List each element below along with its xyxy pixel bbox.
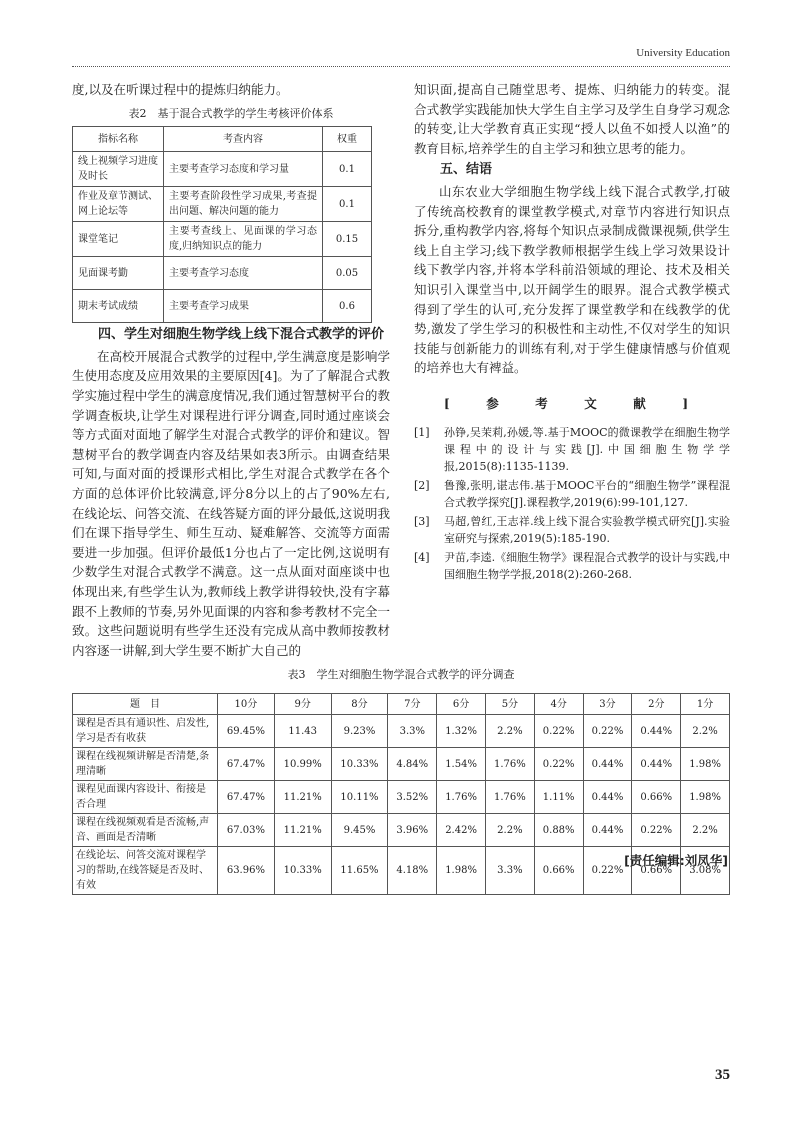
table3-value-cell: 67.03% (218, 814, 275, 847)
table3-value-cell: 1.11% (534, 781, 583, 814)
table3-value-cell: 1.98% (681, 781, 730, 814)
table3-question-cell: 课程在线视频讲解是否清楚,条理清晰 (73, 748, 218, 781)
table3-header: 8分 (331, 694, 388, 715)
table3-value-cell: 2.2% (681, 814, 730, 847)
table2-row (73, 257, 372, 290)
reference-item (414, 549, 730, 583)
reference-item (414, 513, 730, 547)
reference-number: [1] (414, 425, 430, 439)
table2-cell: 线上视频学习进度及时长 (73, 152, 164, 187)
table2-cell: 见面课考勤 (73, 257, 164, 290)
reference-text: 孙铮,吴茉莉,孙媛,等.基于MOOC的微课教学在细胞生物学课程中的设计与实践[J].中国细胞生物学学报,2015(8):1135-1139. (444, 425, 730, 473)
table3-value-cell: 1.54% (437, 748, 486, 781)
reference-item (414, 477, 730, 511)
table3-value-cell: 0.66% (632, 847, 681, 895)
table3-value-cell: 0.88% (534, 814, 583, 847)
responsible-editor: [责任编辑:刘凤华] (624, 853, 728, 868)
table2-cell: 0.1 (323, 187, 372, 222)
reference-text: 尹苗,李逵.《细胞生物学》课程混合式教学的设计与实践,中国细胞生物学学报,2018(2):260-268. (444, 550, 730, 581)
table2-header-row (73, 127, 372, 152)
table3-value-cell: 3.08% (681, 847, 730, 895)
table2 (72, 126, 372, 323)
table3-header: 4分 (534, 694, 583, 715)
table2-cell: 0.05 (323, 257, 372, 290)
section4-heading: 四、学生对细胞生物学线上线下混合式教学的评价 (98, 327, 385, 343)
table2-row (73, 222, 372, 257)
table3-value-cell: 1.76% (437, 781, 486, 814)
table2-header: 权重 (323, 127, 372, 152)
table3-value-cell: 3.96% (388, 814, 437, 847)
table3-header-row (73, 694, 730, 715)
table3-value-cell: 2.42% (437, 814, 486, 847)
running-header (72, 44, 730, 67)
table3-value-cell: 63.96% (218, 847, 275, 895)
table3-value-cell: 1.76% (485, 781, 534, 814)
table3-value-cell: 11.21% (274, 814, 331, 847)
table3-value-cell: 10.99% (274, 748, 331, 781)
table3-header: 5分 (485, 694, 534, 715)
journal-name: University Education (636, 47, 730, 59)
table3-value-cell: 0.22% (632, 814, 681, 847)
table3-value-cell: 4.18% (388, 847, 437, 895)
reference-item (414, 424, 730, 475)
reference-number: [3] (414, 514, 430, 528)
table3-header: 10分 (218, 694, 275, 715)
table3-value-cell: 0.66% (632, 781, 681, 814)
table3-row (73, 781, 730, 814)
table3-value-cell: 1.32% (437, 715, 486, 748)
table2-row (73, 152, 372, 187)
table3-question-cell: 课程在线视频观看是否流畅,声音、画面是否清晰 (73, 814, 218, 847)
table2-cell: 主要考查学习成果 (164, 290, 323, 323)
table2-cell: 0.15 (323, 222, 372, 257)
table3-value-cell: 3.3% (485, 847, 534, 895)
table2-cell: 0.6 (323, 290, 372, 323)
reference-number: [4] (414, 550, 430, 564)
table3-row (73, 748, 730, 781)
table2-cell: 课堂笔记 (73, 222, 164, 257)
table3-question-cell: 课程见面课内容设计、衔接是否合理 (73, 781, 218, 814)
table2-cell: 0.1 (323, 152, 372, 187)
table3-row (73, 814, 730, 847)
section5-heading: 五、结语 (440, 162, 493, 178)
table3-value-cell: 69.45% (218, 715, 275, 748)
table2-cell: 期末考试成绩 (73, 290, 164, 323)
table3-value-cell: 0.44% (583, 781, 632, 814)
table3-value-cell: 3.3% (388, 715, 437, 748)
table3-header: 3分 (583, 694, 632, 715)
table3-value-cell: 11.21% (274, 781, 331, 814)
table3-value-cell: 10.11% (331, 781, 388, 814)
table3-value-cell: 10.33% (331, 748, 388, 781)
table3-value-cell: 0.66% (534, 847, 583, 895)
table2-caption: 表2 基于混合式教学的学生考核评价体系 (128, 106, 334, 120)
table3-value-cell: 67.47% (218, 748, 275, 781)
table3-value-cell: 9.45% (331, 814, 388, 847)
table2-header: 考查内容 (164, 127, 323, 152)
references-title: [ 参 考 文 献 ] (443, 395, 701, 411)
table3-value-cell: 10.33% (274, 847, 331, 895)
table3-value-cell: 0.44% (632, 715, 681, 748)
left-column (72, 80, 390, 660)
table3-header: 6分 (437, 694, 486, 715)
table2-cell: 主要考查学习态度 (164, 257, 323, 290)
table3-caption: 表3 学生对细胞生物学混合式教学的评分调查 (287, 668, 515, 681)
table3-header: 1分 (681, 694, 730, 715)
table2-cell: 主要考查阶段性学习成果,考查提出问题、解决问题的能力 (164, 187, 323, 222)
table2-row (73, 187, 372, 222)
table3-value-cell: 0.44% (583, 814, 632, 847)
table3-value-cell: 0.22% (583, 847, 632, 895)
intro-text: 度,以及在听课过程中的提炼归纳能力。 (72, 82, 289, 97)
table3-value-cell: 0.44% (632, 748, 681, 781)
page-number: 35 (715, 1067, 730, 1083)
right-column (414, 80, 730, 585)
table3-header: 题 目 (73, 694, 218, 715)
table2-row (73, 290, 372, 323)
section4-paragraph: 在高校开展混合式教学的过程中,学生满意度是影响学生使用态度及应用效果的主要原因[4]。为了了解混合式教学实施过程中学生的满意度情况,我们通过智慧树平台的教学调查板块,让学生对课程进行评分调查,同时通过座谈会等方式面对面地了解学生对混合式教学的评价和建议。智慧树平台的教学调查内容及结果如表3所示。由调查结果可知,与面对面的授课形式相比,学生对混合式教学在各个方面的总体评价比较满意,评分8分以上的占了90%左右,在线论坛、问答交流、在线答疑方面的评分最低,这说明我们在课下指导学生、师生互动、疑难解答、交流等方面需要进一步加强。但评价最低1分也占了一定比例,这说明有少数学生对混合式教学不满意。这一点从面对面座谈中也体现出来,有些学生认为,教师线上教学讲得较快,没有字幕跟不上教师的节奏,另外见面课的内容和参考教材不完全一致。这些问题说明有些学生还没有完成从高中教师按教材内容逐一讲解,到大学生要不断扩大自己的 (72, 348, 390, 658)
table3-value-cell: 2.2% (681, 715, 730, 748)
table3-header: 7分 (388, 694, 437, 715)
table3-question-cell: 课程是否具有通识性、启发性,学习是否有收获 (73, 715, 218, 748)
table3-header: 2分 (632, 694, 681, 715)
table3-question-cell: 在线论坛、问答交流对课程学习的帮助,在线答疑是否及时、有效 (73, 847, 218, 895)
section5-paragraph: 山东农业大学细胞生物学线上线下混合式教学,打破了传统高校教育的课堂教学模式,对章节内容进行知识点拆分,重构教学内容,将每个知识点录制成微课视频,供学生线上自主学习;线下教学教师根据学生线上学习效果设计线下教学内容,并将本学科前沿领域的理论、技术及相关知识引入课堂当中,以开阔学生的眼界。混合式教学模式得到了学生的认可,充分发挥了课堂教学和在线教学的优势,激发了学生学习的积极性和主动性,不仅对学生的知识技能与创新能力的训练有利,对于学生健康情感与价值观的培养也大有裨益。 (414, 183, 730, 376)
table3-value-cell: 2.2% (485, 814, 534, 847)
table3-value-cell: 11.43 (274, 715, 331, 748)
table3-value-cell: 1.98% (437, 847, 486, 895)
table3-value-cell: 0.22% (534, 715, 583, 748)
continuation-text: 知识面,提高自己随堂思考、提炼、归纳能力的转变。混合式教学实践能加快大学生自主学习及学生自身学习观念的转变,让大学教育真正实现“授人以鱼不如授人以渔”的教育目标,培养学生的自主学习和独立思考的能力。 (414, 82, 730, 156)
table3-value-cell: 1.98% (681, 748, 730, 781)
table3-value-cell: 0.22% (534, 748, 583, 781)
table3-value-cell: 2.2% (485, 715, 534, 748)
table3-value-cell: 0.22% (583, 715, 632, 748)
table3-value-cell: 3.52% (388, 781, 437, 814)
table3-value-cell: 11.65% (331, 847, 388, 895)
table2-cell: 主要考查学习态度和学习量 (164, 152, 323, 187)
table3-row (73, 715, 730, 748)
table3-value-cell: 1.76% (485, 748, 534, 781)
reference-number: [2] (414, 478, 430, 492)
table2-cell: 作业及章节测试、网上论坛等 (73, 187, 164, 222)
reference-text: 鲁豫,张明,谌志伟.基于MOOC平台的“细胞生物学”课程混合式教学探究[J].课程教学,2019(6):99-101,127. (444, 478, 730, 509)
table3-header: 9分 (274, 694, 331, 715)
table3-value-cell: 0.44% (583, 748, 632, 781)
table3-value-cell: 4.84% (388, 748, 437, 781)
table3-value-cell: 67.47% (218, 781, 275, 814)
table3-value-cell: 9.23% (331, 715, 388, 748)
reference-text: 马超,曾红,王志祥.线上线下混合实验教学模式研究[J].实验室研究与探索,2019(5):185-190. (444, 514, 730, 545)
table2-header: 指标名称 (73, 127, 164, 152)
table2-cell: 主要考查线上、见面课的学习态度,归纳知识点的能力 (164, 222, 323, 257)
